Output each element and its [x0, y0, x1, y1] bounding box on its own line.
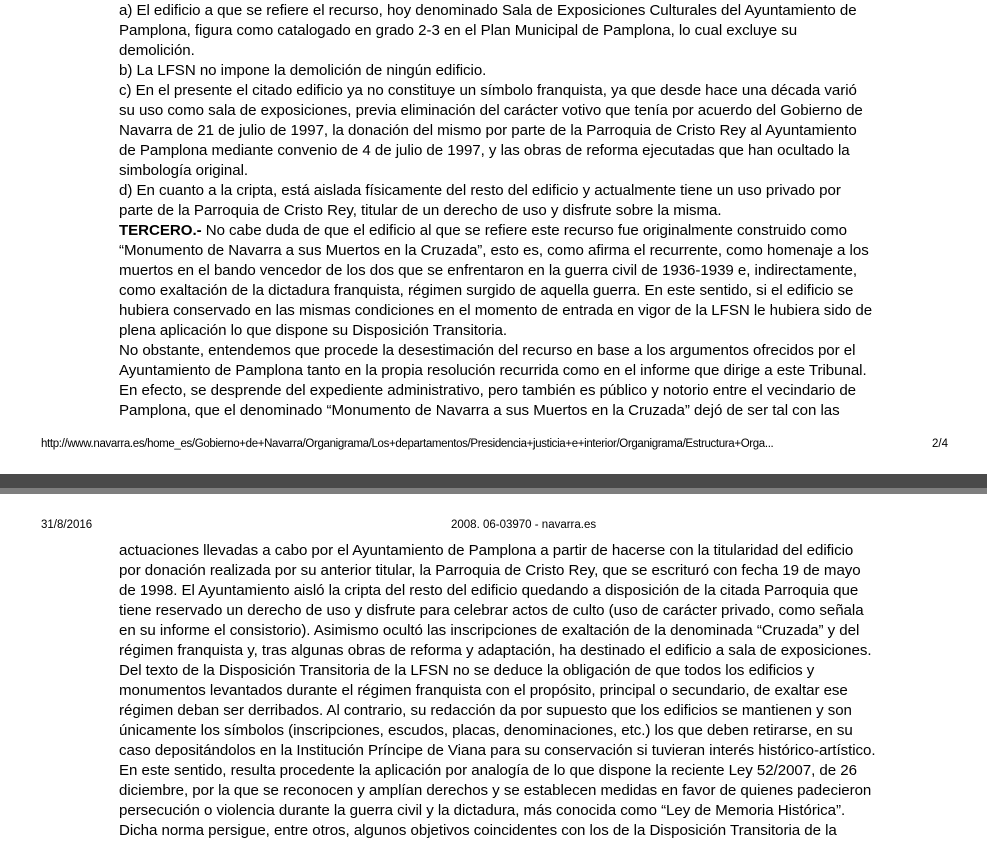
body-line: caso depositándolos en la Institución Príncipe de Viana para su conservación si tuvieran interés histórico-artístico.	[119, 742, 876, 759]
body-line: Ayuntamiento de Pamplona tanto en la propia resolución recurrida como en el informe que dirige a este Tribunal.	[119, 362, 867, 379]
body-line: de 1998. El Ayuntamiento aisló la cripta del resto del edificio quedando a disposición de la citada Parroquia que	[119, 582, 859, 599]
body-line: monumentos levantados durante el régimen franquista con el propósito, principal o secundario, de exaltar ese	[119, 682, 848, 699]
header-date: 31/8/2016	[41, 519, 93, 531]
body-line: muertos en el bando vencedor de los dos que se enfrentaron en la guerra civil de 1936-1939 e, indirectamente,	[119, 262, 857, 279]
page-separator	[0, 474, 987, 494]
pdf-page-3	[0, 494, 987, 841]
body-line: demolición.	[119, 42, 195, 59]
body-line: como exaltación de la dictadura franquista, régimen surgido de aquella guerra. En este sentido, si el edificio se	[119, 282, 854, 299]
body-line: diciembre, por la que se reconocen y amplían derechos y se establecen medidas en favor de quienes padecieron	[119, 782, 872, 799]
body-line: únicamente los símbolos (inscripciones, escudos, placas, denominaciones, etc.) los que deben retirarse, en su	[119, 722, 853, 739]
body-line: a) El edificio a que se refiere el recurso, hoy denominado Sala de Exposiciones Culturales del Ayuntamiento de	[119, 2, 857, 19]
body-line: su uso como sala de exposiciones, previa eliminación del carácter votivo que tenía por acuerdo del Gobierno de	[119, 102, 863, 119]
body-line: en su informe el consistorio). Asimismo ocultó las inscripciones de exaltación de la denominada “Cruzada” y del	[119, 622, 860, 639]
body-line: En este sentido, resulta procedente la aplicación por analogía de lo que dispone la reciente Ley 52/2007, de 26	[119, 762, 857, 779]
body-line: tiene reservado un derecho de uso y disfrute para celebrar actos de culto (uso de carácter privado, como señala	[119, 602, 864, 619]
body-line: régimen deban ser derribados. Al contrario, su redacción da por supuesto que los edificios se mantienen y son	[119, 702, 852, 719]
body-line: No obstante, entendemos que procede la desestimación del recurso en base a los argumentos ofrecidos por el	[119, 342, 856, 359]
body-line: simbología original.	[119, 162, 249, 179]
section-heading-line	[119, 221, 939, 241]
body-line: hubiera conservado en las mismas condiciones en el momento de entrada en vigor de la LFSN le hubiera sido de	[119, 302, 873, 319]
body-line: En efecto, se desprende del expediente administrativo, pero también es público y notorio entre el vecindario de	[119, 382, 857, 399]
body-line: b) La LFSN no impone la demolición de ningún edificio.	[119, 62, 487, 79]
body-line: persecución o violencia durante la guerra civil y la dictadura, más conocida como “Ley de Memoria Histórica”.	[119, 802, 846, 819]
body-line: actuaciones llevadas a cabo por el Ayuntamiento de Pamplona a partir de hacerse con la titularidad del edificio	[119, 542, 854, 559]
page-header	[41, 517, 951, 533]
page-2-body-text	[119, 1, 939, 421]
body-line: por donación realizada por su anterior titular, la Parroquia de Cristo Rey, que se escrituró con fecha 19 de mayo	[119, 562, 861, 579]
body-line: Dicha norma persigue, entre otros, algunos objetivos coincidentes con los de la Disposición Transitoria de la	[119, 822, 837, 839]
body-line: d) En cuanto a la cripta, está aislada físicamente del resto del edificio y actualmente tiene un uso privado por	[119, 182, 841, 199]
body-line: régimen franquista y, tras algunas obras de reforma y adaptación, ha destinado el edificio a sala de exposiciones.	[119, 642, 872, 659]
footer-url: http://www.navarra.es/home_es/Gobierno+de+Navarra/Organigrama/Los+departamentos/Presidencia+justicia+e+interior/Organigrama/Estructura+Orga...	[41, 438, 774, 450]
footer-page-number: 2/4	[932, 438, 948, 450]
body-line: “Monumento de Navarra a sus Muertos en la Cruzada”, esto es, como afirma el recurrente, como homenaje a los	[119, 242, 869, 259]
body-line: Pamplona, figura como catalogado en grado 2-3 en el Plan Municipal de Pamplona, lo cual excluye su	[119, 22, 798, 39]
body-line: Pamplona, que el denominado “Monumento de Navarra a sus Muertos en la Cruzada” dejó de ser tal con las	[119, 402, 840, 419]
body-line: c) En el presente el citado edificio ya no constituye un símbolo franquista, ya que desde hace una década varió	[119, 82, 857, 99]
section-heading-tercero: TERCERO.-	[119, 222, 202, 239]
body-line: parte de la Parroquia de Cristo Rey, titular de un derecho de uso y disfrute sobre la misma.	[119, 202, 722, 219]
body-line: de Pamplona mediante convenio de 4 de julio de 1997, y las obras de reforma ejecutadas que han ocultado la	[119, 142, 850, 159]
page-3-body-text	[119, 541, 939, 841]
header-title: 2008. 06-03970 - navarra.es	[451, 519, 597, 531]
body-line: Navarra de 21 de julio de 1997, la donación del mismo por parte de la Parroquia de Cristo Rey al Ayuntamiento	[119, 122, 857, 139]
body-line: plena aplicación lo que dispone su Disposición Transitoria.	[119, 322, 508, 339]
section-heading-text: No cabe duda de que el edificio al que se refiere este recurso fue originalmente construido como	[201, 222, 847, 239]
page-footer	[41, 436, 951, 452]
body-line: Del texto de la Disposición Transitoria de la LFSN no se deduce la obligación de que todos los edificios y	[119, 662, 815, 679]
